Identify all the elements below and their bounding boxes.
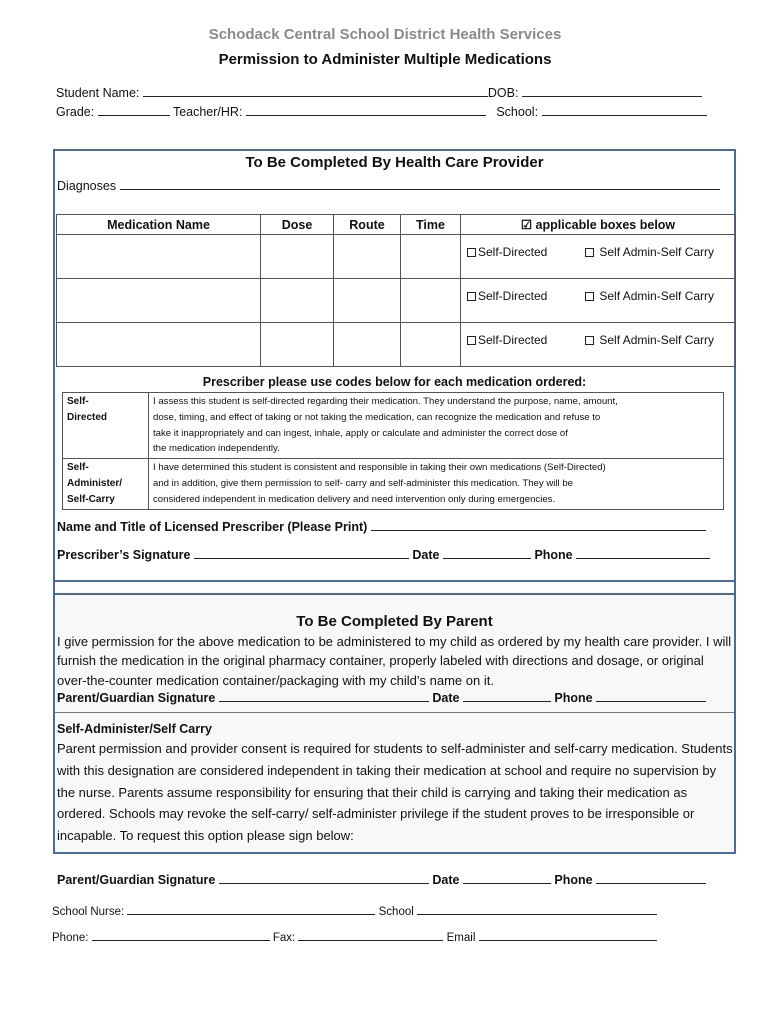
parent-section-title: To Be Completed By Parent: [296, 613, 493, 630]
col-medication-name: Medication Name: [57, 215, 261, 235]
school-field[interactable]: [542, 105, 707, 116]
dose-cell[interactable]: [261, 235, 334, 279]
code-label-line: Directed: [67, 411, 108, 423]
code-label-line: Self-: [67, 396, 89, 407]
district-title: Schodack Central School District Health Services: [208, 26, 562, 43]
route-cell[interactable]: [334, 323, 401, 367]
parent-signature-row: [57, 691, 706, 705]
options-cell: [461, 279, 736, 323]
teacher-label: Teacher/HR:: [172, 105, 243, 119]
medication-name-cell[interactable]: [57, 323, 261, 367]
diagnoses-row: [57, 179, 720, 193]
code-text-line: I have determined this student is consistent and responsible in taking their own medications (Self-Directed): [153, 462, 606, 474]
code-text-line: and in addition, give them permission to self- carry and self-administer this medication. They will be: [153, 477, 574, 489]
time-cell[interactable]: [401, 235, 461, 279]
code-text-line: the medication independently.: [153, 443, 280, 455]
date-label: Date: [432, 873, 460, 887]
section-divider: [55, 593, 734, 595]
phone-label: Phone:: [52, 932, 89, 944]
divider: [55, 712, 734, 713]
provider-section-title: To Be Completed By Health Care Provider: [245, 154, 544, 171]
email-field[interactable]: [479, 930, 657, 941]
code-row-self-carry: [63, 459, 724, 509]
date-label: Date: [412, 548, 440, 562]
code-text-line: take it inappropriately and can ingest, inhale, apply or calculate and administer the correct dose of: [153, 427, 568, 439]
parent-date-field[interactable]: [463, 691, 551, 702]
table-row: [57, 323, 736, 367]
phone-label: Phone: [554, 691, 593, 705]
option-label: Self-Directed: [478, 333, 548, 347]
diagnoses-field[interactable]: [120, 179, 720, 190]
dob-label: DOB:: [487, 86, 519, 100]
col-dose: Dose: [261, 215, 334, 235]
code-row-self-directed: [63, 393, 724, 459]
checkbox-icon[interactable]: [585, 336, 594, 345]
school-label: School:: [496, 105, 539, 119]
codes-title: Prescriber please use codes below for each medication ordered:: [202, 375, 587, 389]
school-label: School: [378, 906, 414, 918]
time-cell[interactable]: [401, 323, 461, 367]
phone-label: Phone: [534, 548, 573, 562]
dose-cell[interactable]: [261, 279, 334, 323]
dob-field[interactable]: [522, 86, 702, 97]
nurse-field[interactable]: [127, 904, 375, 915]
date-label: Date: [432, 691, 460, 705]
nurse-label: School Nurse:: [52, 906, 125, 918]
self-directed-option[interactable]: [467, 245, 547, 259]
nurse-row: [52, 904, 657, 918]
route-cell[interactable]: [334, 279, 401, 323]
self-carry-option[interactable]: [585, 245, 714, 259]
code-text-line: considered independent in medication delivery and need intervention only during emergencies.: [153, 493, 556, 505]
checked-box-icon: ☑: [520, 218, 533, 232]
prescriber-name-field[interactable]: [371, 520, 706, 531]
code-label-line: Administer/: [67, 477, 123, 489]
student-name-label: Student Name:: [56, 86, 140, 100]
footer-signature-row: [57, 873, 706, 887]
email-label: Email: [446, 932, 476, 944]
dose-cell[interactable]: [261, 323, 334, 367]
checkbox-icon[interactable]: [585, 248, 594, 257]
fax-label: Fax:: [272, 932, 296, 944]
prescriber-name-row: [57, 520, 706, 534]
diagnoses-label: Diagnoses: [57, 179, 117, 193]
teacher-field[interactable]: [246, 105, 486, 116]
medication-table-header: [57, 215, 736, 235]
parent-signature-label: Parent/Guardian Signature: [57, 691, 216, 705]
option-label: Self Admin-Self Carry: [599, 289, 715, 303]
parent-phone-field[interactable]: [596, 691, 706, 702]
code-description: [149, 459, 724, 509]
footer-signature-label: Parent/Guardian Signature: [57, 873, 216, 887]
option-label: Self Admin-Self Carry: [599, 245, 715, 259]
footer-school-field[interactable]: [417, 904, 657, 915]
checkbox-icon[interactable]: [467, 336, 476, 345]
medication-name-cell[interactable]: [57, 279, 261, 323]
col-applicable-boxes: [461, 215, 736, 235]
table-row: [57, 235, 736, 279]
self-carry-option[interactable]: [585, 333, 714, 347]
grade-row: [56, 105, 707, 119]
contact-row: [52, 930, 657, 944]
self-carry-title: Self-Administer/Self Carry: [57, 722, 212, 736]
grade-field[interactable]: [98, 105, 170, 116]
code-label-line: Self-Carry: [67, 493, 115, 505]
medication-name-cell[interactable]: [57, 235, 261, 279]
checkbox-icon[interactable]: [467, 292, 476, 301]
medication-table: [56, 214, 736, 367]
student-name-row: [56, 86, 702, 100]
route-cell[interactable]: [334, 235, 401, 279]
option-label: Self-Directed: [478, 245, 548, 259]
footer-date-field[interactable]: [463, 873, 551, 884]
code-label: [63, 459, 149, 509]
checkbox-icon[interactable]: [467, 248, 476, 257]
footer-signature-field[interactable]: [219, 873, 429, 884]
col-time: Time: [401, 215, 461, 235]
option-label: Self Admin-Self Carry: [599, 333, 715, 347]
option-label: Self-Directed: [478, 289, 548, 303]
phone-label: Phone: [554, 873, 593, 887]
fax-field[interactable]: [298, 930, 443, 941]
self-directed-option[interactable]: [467, 289, 547, 303]
col-route: Route: [334, 215, 401, 235]
time-cell[interactable]: [401, 279, 461, 323]
footer-phone-field[interactable]: [596, 873, 706, 884]
self-directed-option[interactable]: [467, 333, 547, 347]
grade-label: Grade:: [56, 105, 95, 119]
prescriber-signature-row: [57, 548, 710, 562]
contact-phone-field[interactable]: [92, 930, 270, 941]
parent-permission-text: I give permission for the above medication to be administered to my child as ordered by my health care provider. I will furnish the medication in the original pharmacy container, properly labeled with directions and dosage, or original over-the-counter medication container/packaging with my child’s name on it.: [57, 634, 732, 688]
code-description: [149, 393, 724, 459]
self-carry-option[interactable]: [585, 289, 714, 303]
form-title: Permission to Administer Multiple Medications: [218, 51, 552, 68]
self-carry-text: Parent permission and provider consent is required for students to self-administer and self-carry medication. Students with this designation are considered independent in taking their medication at school and require no supervision by the nurse. Parents assume responsibility for ensuring that their child is carrying and taking their medication as ordered. Schools may revoke the self-carry/ self-administer privilege if the student proves to be irresponsible or incapable. To request this option please sign below:: [57, 741, 733, 844]
checkbox-icon[interactable]: [585, 292, 594, 301]
code-text-line: I assess this student is self-directed regarding their medication. They understand the purpose, name, amount,: [153, 396, 618, 407]
student-name-field[interactable]: [143, 86, 488, 97]
parent-signature-field[interactable]: [219, 691, 429, 702]
options-cell: [461, 323, 736, 367]
prescriber-signature-field[interactable]: [194, 548, 409, 559]
codes-table: [62, 392, 724, 510]
table-row: [57, 279, 736, 323]
prescriber-date-field[interactable]: [443, 548, 531, 559]
code-text-line: dose, timing, and effect of taking or not taking the medication, can recognize the medication and refuse to: [153, 411, 601, 423]
code-label: [63, 393, 149, 459]
code-label-line: Self-: [67, 462, 89, 474]
prescriber-phone-field[interactable]: [576, 548, 710, 559]
options-cell: [461, 235, 736, 279]
prescriber-signature-label: Prescriber’s Signature: [57, 548, 191, 562]
prescriber-name-label: Name and Title of Licensed Prescriber (Please Print): [57, 520, 368, 534]
applicable-boxes-label: applicable boxes below: [535, 218, 676, 232]
